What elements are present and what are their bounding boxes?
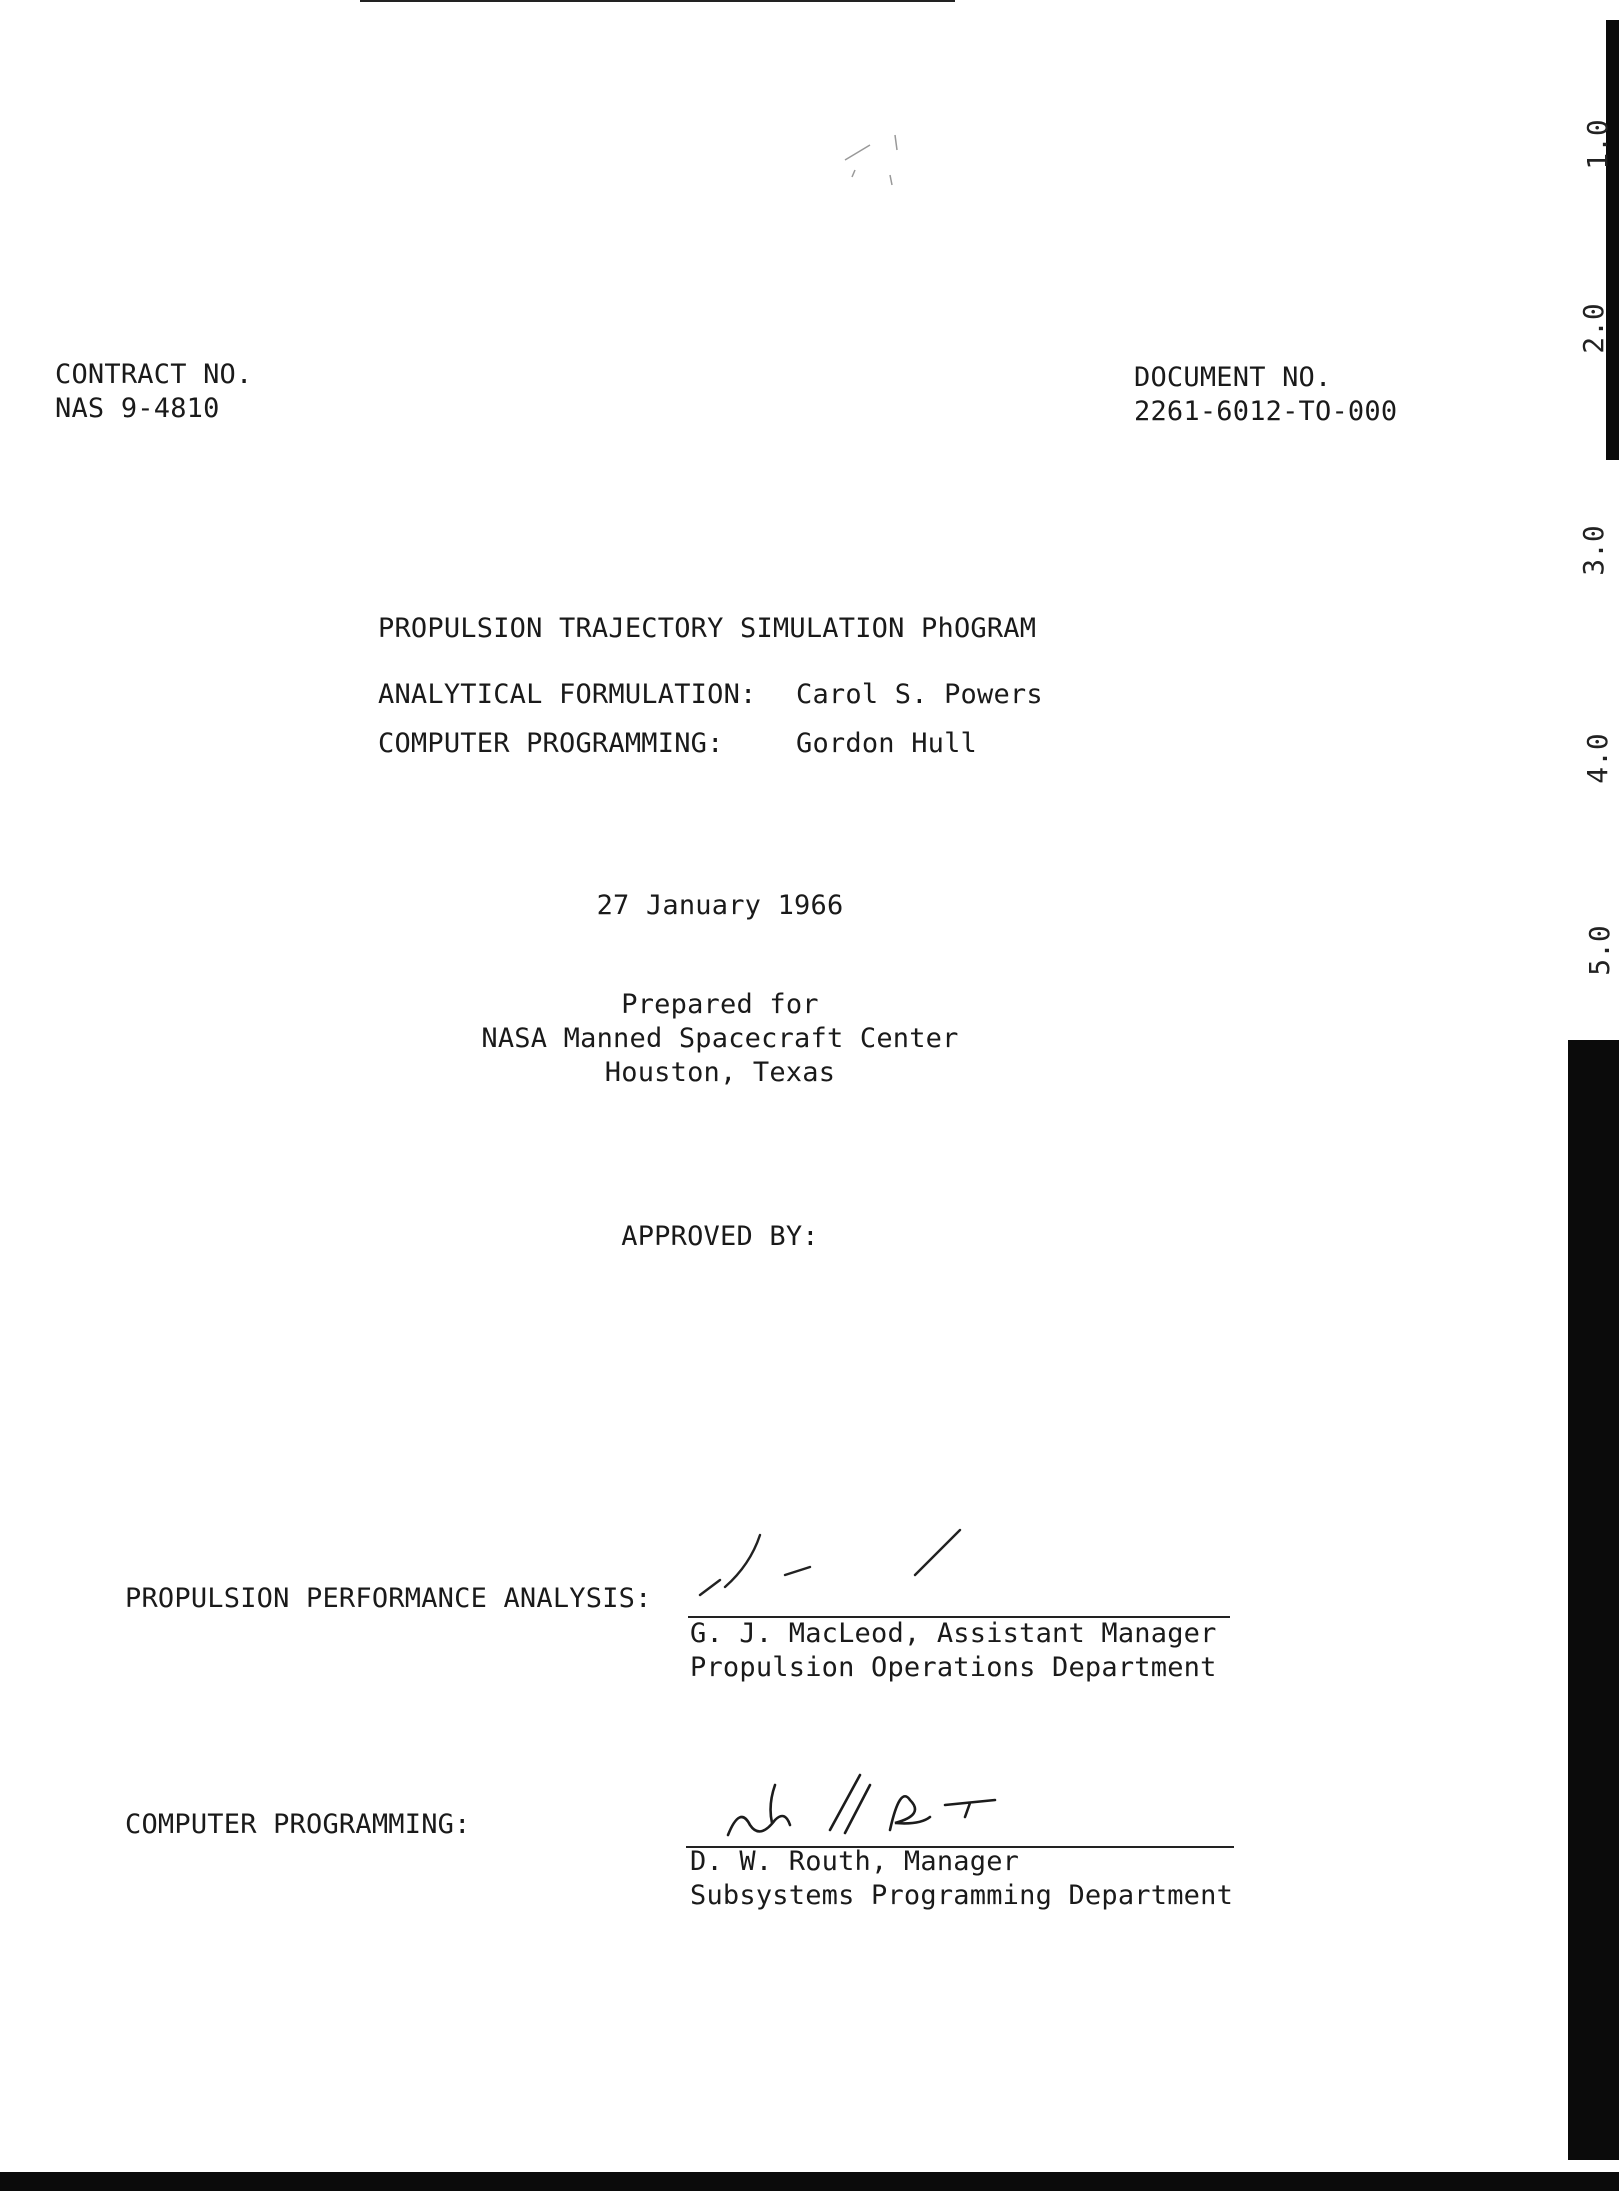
- right-dark-edge-upper: [1606, 20, 1619, 460]
- credit-name-2: Gordon Hull: [796, 728, 978, 759]
- bottom-dark-edge: [0, 2172, 1619, 2191]
- document-label: DOCUMENT NO.: [1134, 362, 1332, 393]
- approved-by-heading: APPROVED BY:: [621, 1221, 819, 1252]
- signature-macleod: [690, 1525, 1110, 1605]
- margin-scale-5: 5.0: [1582, 925, 1616, 976]
- approval-label-2: COMPUTER PROGRAMMING:: [125, 1809, 471, 1840]
- contract-label: CONTRACT NO.: [55, 359, 253, 390]
- signature-routh: [720, 1745, 1080, 1845]
- approval-label-1: PROPULSION PERFORMANCE ANALYSIS:: [125, 1583, 652, 1614]
- contract-number: NAS 9-4810: [55, 393, 220, 424]
- faint-pencil-mark: [840, 115, 940, 195]
- credit-role-1: ANALYTICAL FORMULATION:: [378, 679, 757, 710]
- approval-dept-2: Subsystems Programming Department: [690, 1880, 1234, 1911]
- document-title: PROPULSION TRAJECTORY SIMULATION PhOGRAM: [378, 613, 1037, 644]
- margin-scale-3: 3.0: [1576, 525, 1610, 576]
- prepared-org: NASA Manned Spacecraft Center: [481, 1023, 959, 1054]
- prepared-for: Prepared for: [621, 989, 819, 1020]
- top-edge-line: [360, 0, 955, 2]
- approval-signer-2: D. W. Routh, Manager: [690, 1846, 1020, 1877]
- credit-name-1: Carol S. Powers: [796, 679, 1043, 710]
- right-dark-edge: [1568, 1040, 1619, 2160]
- margin-scale-1: 1.0: [1580, 119, 1614, 170]
- approval-dept-1: Propulsion Operations Department: [690, 1652, 1217, 1683]
- approval-signer-1: G. J. MacLeod, Assistant Manager: [690, 1618, 1217, 1649]
- document-number: 2261-6012-TO-000: [1134, 396, 1398, 427]
- margin-scale-2: 2.0: [1576, 303, 1610, 354]
- margin-scale-4: 4.0: [1580, 733, 1614, 784]
- credit-role-2: COMPUTER PROGRAMMING:: [378, 728, 724, 759]
- document-date: 27 January 1966: [596, 890, 844, 921]
- prepared-location: Houston, Texas: [604, 1057, 836, 1088]
